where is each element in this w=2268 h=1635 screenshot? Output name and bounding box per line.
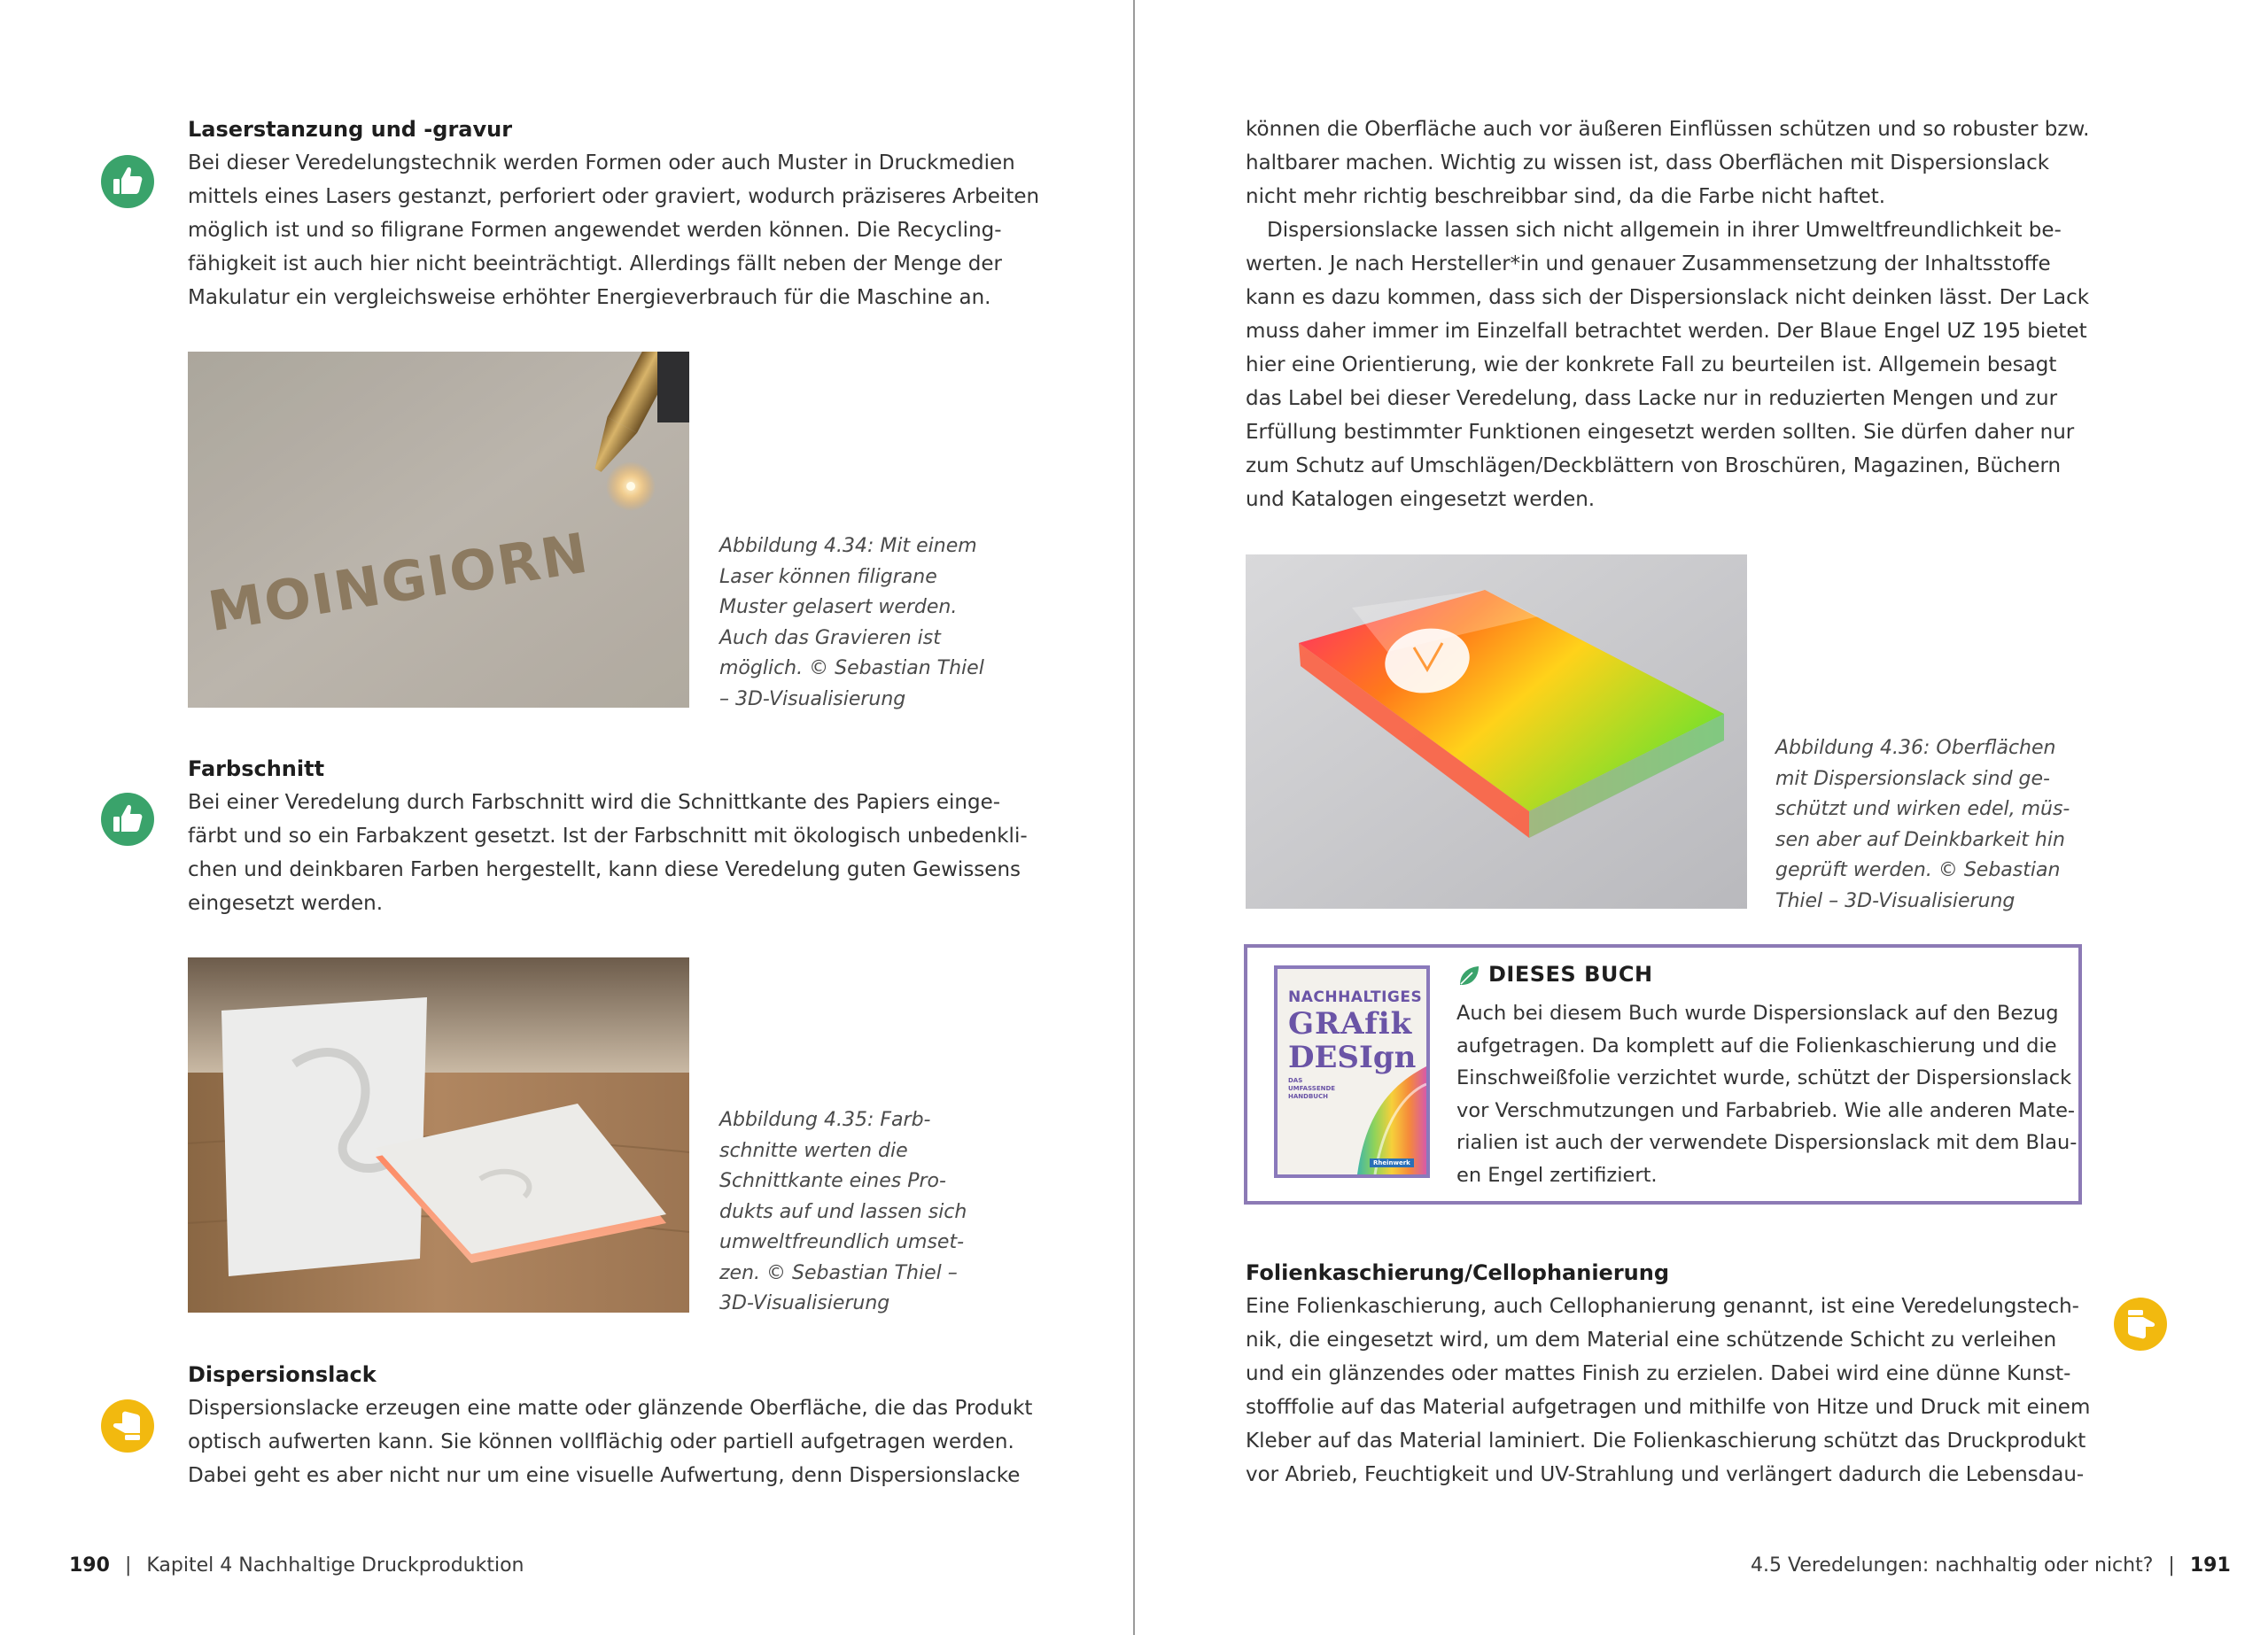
info-line: rialien ist auch der verwendete Dispersionslack mit dem Blau-	[1456, 1131, 2078, 1154]
body-line: Bei dieser Veredelungstechnik werden Formen oder auch Muster in Druckmedien	[188, 151, 1015, 174]
page-number: 191	[2189, 1554, 2231, 1577]
figure-caption-4-36	[1775, 733, 2068, 917]
caption-line: Abbildung 4.34: Mit einem	[719, 535, 977, 557]
caption-line: schnitte werten die	[719, 1139, 908, 1162]
body-line: möglich ist und so filigrane Formen angewendet werden können. Die Recycling-	[188, 219, 1002, 242]
footer-left	[69, 1554, 524, 1577]
body-line: färbt und so ein Farbakzent gesetzt. Ist der Farbschnitt mit ökologisch unbedenkli-	[188, 825, 1028, 848]
body-line: und Katalogen eingesetzt werden.	[1246, 488, 1596, 511]
leaf-icon	[1456, 964, 1481, 988]
body-line: Dispersionslacke lassen sich nicht allgemein in ihrer Umweltfreundlichkeit be-	[1267, 219, 2062, 242]
caption-line: Abbildung 4.36: Oberflächen	[1775, 737, 2056, 759]
book-subtitle: DAS UMFASSENDE HANDBUCH	[1288, 1077, 1336, 1100]
body-line: stofffolie auf das Material aufgetragen und mithilfe von Hitze und Druck mit einem	[1246, 1396, 2091, 1419]
body-line: das Label bei dieser Veredelung, dass Lacke nur in reduzierten Mengen und zur	[1246, 387, 2058, 410]
caption-line: geprüft werden. © Sebastian	[1775, 859, 2061, 881]
section-heading-laserstanzung: Laserstanzung und -gravur	[188, 117, 513, 142]
body-line: vor Abrieb, Feuchtigkeit und UV-Strahlung und verlängert dadurch die Lebensdau-	[1246, 1463, 2085, 1486]
engraved-text: MOINGIORN	[204, 520, 594, 645]
body-line: Dispersionslacke erzeugen eine matte oder glänzende Oberfläche, die das Produkt	[188, 1397, 1033, 1420]
body-line: Eine Folienkaschierung, auch Cellophanierung genannt, ist eine Veredelungstech-	[1246, 1295, 2079, 1318]
body-line: Dabei geht es aber nicht nur um eine visuelle Aufwertung, denn Dispersionslacke	[188, 1464, 1021, 1487]
info-box-text	[1456, 997, 2078, 1191]
body-line: haltbarer machen. Wichtig zu wissen ist, dass Oberflächen mit Dispersionslack	[1246, 151, 2050, 174]
body-line: hier eine Orientierung, wie der konkrete Fall zu beurteilen ist. Allgemein besagt	[1246, 353, 2057, 376]
book-title-line: DESIgn	[1288, 1040, 1417, 1075]
section-body-laserstanzung	[188, 146, 1040, 314]
chapter-title: Kapitel 4 Nachhaltige Druckproduktion	[146, 1554, 524, 1577]
continuation-paragraph	[1246, 112, 2090, 516]
color-edge-cards-photo	[188, 957, 689, 1313]
section-body-farbschnitt	[188, 786, 1028, 920]
caption-line: 3D-Visualisierung	[719, 1292, 890, 1314]
body-line: eingesetzt werden.	[188, 892, 384, 915]
info-box-title: DIESES BUCH	[1488, 962, 1653, 987]
caption-line: mit Dispersionslack sind ge-	[1775, 767, 2050, 790]
right-page	[1134, 0, 2268, 1635]
body-line: und ein glänzendes oder mattes Finish zu erzielen. Dabei wird eine dünne Kunst-	[1246, 1362, 2071, 1385]
laser-engraving-photo	[188, 352, 689, 708]
caption-line: Muster gelasert werden.	[719, 596, 958, 618]
body-line: muss daher immer im Einzelfall betrachtet werden. Der Blaue Engel UZ 195 bietet	[1246, 320, 2087, 343]
thumbs-up-icon	[101, 793, 154, 846]
caption-line: umweltfreundlich umset-	[719, 1231, 965, 1253]
figure-caption-4-35	[719, 1105, 1012, 1320]
info-line: aufgetragen. Da komplett auf die Folienkaschierung und die	[1456, 1034, 2057, 1058]
caption-line: Laser können filigrane	[719, 565, 937, 588]
caption-line: Schnittkante eines Pro-	[719, 1170, 946, 1192]
caption-line: Auch das Gravieren ist	[719, 626, 941, 649]
body-line: kann es dazu kommen, dass sich der Dispersionslack nicht deinken lässt. Der Lack	[1246, 286, 2090, 309]
body-line: chen und deinkbaren Farben hergestellt, kann diese Veredelung guten Gewissens	[188, 858, 1021, 881]
section-title: 4.5 Veredelungen: nachhaltig oder nicht?	[1751, 1554, 2154, 1577]
section-heading-folienkaschierung: Folienkaschierung/Cellophanierung	[1246, 1260, 1670, 1285]
body-line: nik, die eingesetzt wird, um dem Material eine schützende Schicht zu verleihen	[1246, 1329, 2057, 1352]
body-line: fähigkeit ist auch hier nicht beeinträchtigt. Allerdings fällt neben der Menge der	[188, 252, 1002, 275]
thumbs-sideways-icon	[2114, 1298, 2167, 1351]
page-number: 190	[69, 1554, 110, 1577]
section-body-folienkaschierung	[1246, 1290, 2091, 1492]
book-title-line: GRAfik	[1288, 1006, 1413, 1042]
section-heading-dispersionslack: Dispersionslack	[188, 1362, 377, 1387]
book-title-line: NACHHALTIGES	[1288, 988, 1423, 1006]
dispersion-lacquer-box-photo	[1246, 554, 1747, 909]
footer-separator: |	[2168, 1554, 2175, 1577]
body-line: Makulatur ein vergleichsweise erhöhter Energieverbrauch für die Maschine an.	[188, 286, 991, 309]
book-cover	[1274, 965, 1430, 1178]
body-line: Bei einer Veredelung durch Farbschnitt wird die Schnittkante des Papiers einge-	[188, 791, 1001, 814]
footer-separator: |	[124, 1554, 132, 1577]
caption-line: Abbildung 4.35: Farb-	[719, 1109, 931, 1131]
caption-line: Thiel – 3D-Visualisierung	[1775, 889, 2016, 912]
info-line: vor Verschmutzungen und Farbabrieb. Wie alle anderen Mate-	[1456, 1098, 2076, 1122]
body-line: mittels eines Lasers gestanzt, perforiert oder graviert, wodurch präziseres Arbeiten	[188, 185, 1040, 208]
caption-line: dukts auf und lassen sich	[719, 1200, 967, 1223]
body-line: Erfüllung bestimmter Funktionen eingesetzt werden sollten. Sie dürfen daher nur	[1246, 421, 2075, 444]
body-line: Kleber auf das Material laminiert. Die Folienkaschierung schützt das Druckprodukt	[1246, 1430, 2086, 1453]
figure-caption-4-34	[719, 531, 1012, 715]
info-line: Auch bei diesem Buch wurde Dispersionslack auf den Bezug	[1456, 1002, 2059, 1025]
section-body-dispersionslack	[188, 1391, 1033, 1492]
body-line: werten. Je nach Hersteller*in und genauer Zusammensetzung der Inhaltsstoffe	[1246, 252, 2051, 275]
caption-line: zen. © Sebastian Thiel –	[719, 1261, 958, 1284]
info-box-dieses-buch	[1244, 944, 2082, 1205]
footer-right	[1751, 1554, 2231, 1577]
caption-line: – 3D-Visualisierung	[719, 687, 906, 710]
info-line: Einschweißfolie verzichtet wurde, schützt der Dispersionslack	[1456, 1066, 2072, 1089]
thumbs-up-icon	[101, 155, 154, 208]
body-line: zum Schutz auf Umschlägen/Deckblättern von Broschüren, Magazinen, Büchern	[1246, 454, 2062, 477]
body-line: nicht mehr richtig beschreibbar sind, da die Farbe nicht haftet.	[1246, 185, 1886, 208]
publisher-logo: Rheinwerk	[1370, 1158, 1414, 1167]
caption-line: sen aber auf Deinkbarkeit hin	[1775, 828, 2065, 851]
body-line: optisch aufwerten kann. Sie können vollflächig oder partiell aufgetragen werden.	[188, 1430, 1014, 1453]
info-line: en Engel zertifiziert.	[1456, 1163, 1658, 1187]
body-line: können die Oberfläche auch vor äußeren Einflüssen schützen und so robuster bzw.	[1246, 118, 2090, 141]
section-heading-farbschnitt: Farbschnitt	[188, 756, 325, 781]
caption-line: möglich. © Sebastian Thiel	[719, 657, 984, 679]
caption-line: schützt und wirken edel, müs-	[1775, 798, 2070, 820]
thumbs-sideways-icon	[101, 1399, 154, 1453]
